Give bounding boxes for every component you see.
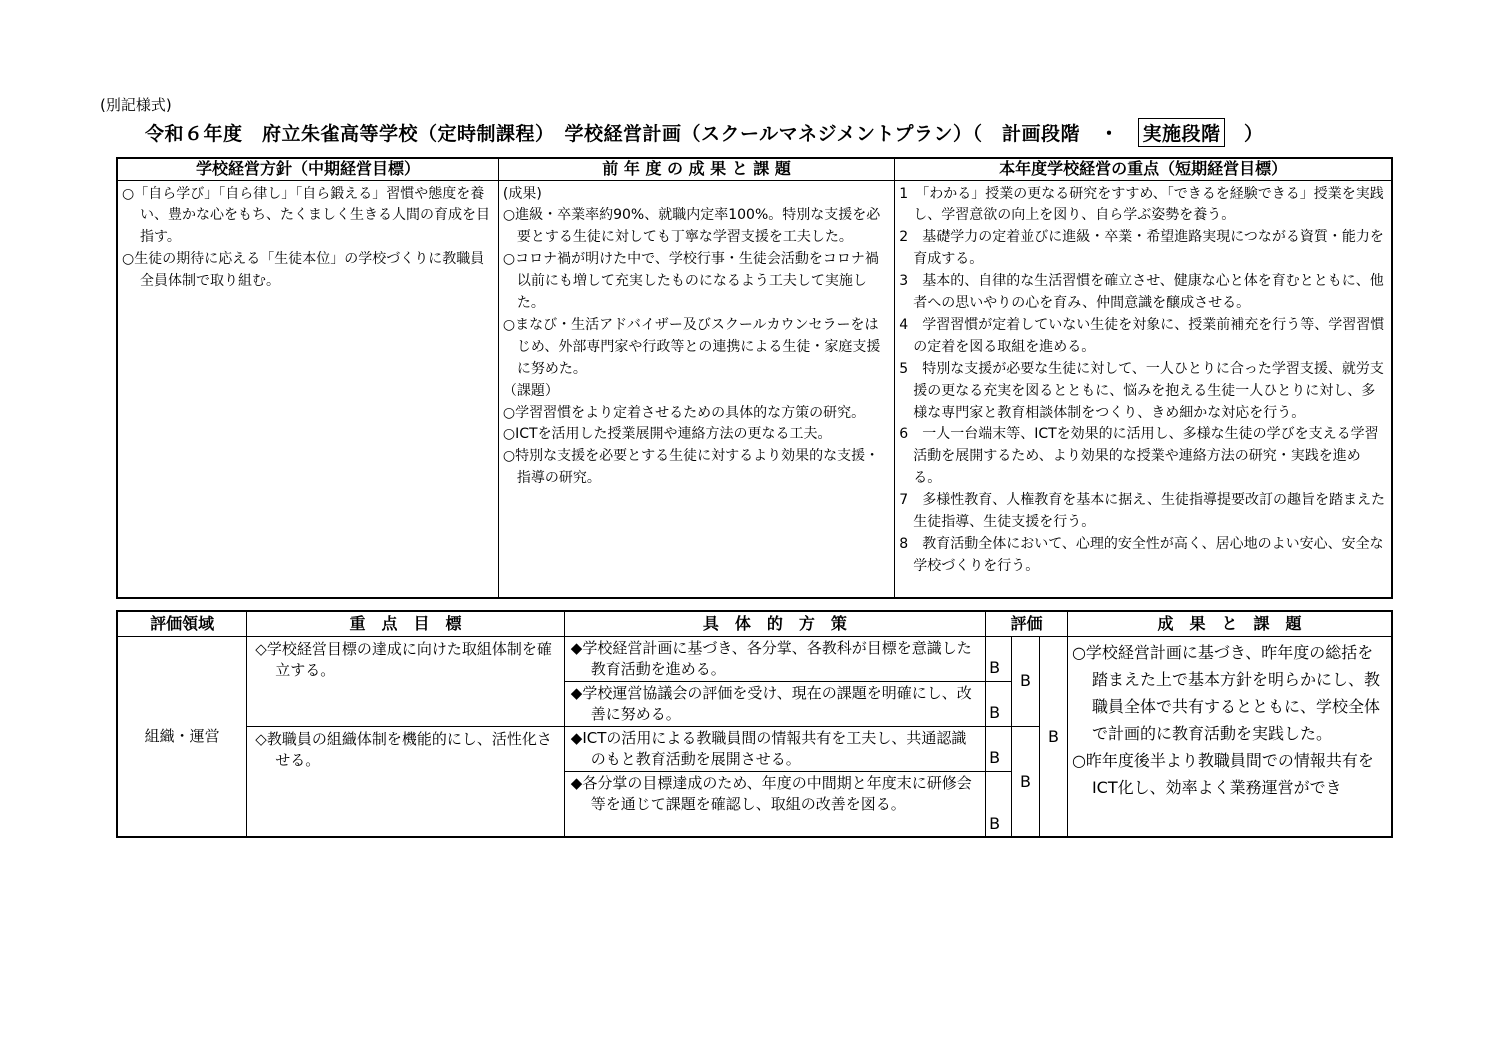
title-end: ） — [1224, 123, 1264, 145]
goal-text: ◇学校経営目標の達成に向けた取組体制を確立する。 — [255, 639, 552, 679]
priority-item: 3 基本的、自律的な生活習慣を確立させ、健康な心と体を育むとともに、他者への思いやりの心を育み、仲間意識を醸成させる。 — [899, 273, 1384, 312]
priority-item: 7 多様性教育、人権教育を基本に据え、生徒指導提要改訂の趣旨を踏まえた生徒指導、生徒支援を行う。 — [899, 492, 1386, 531]
policy-cell — [117, 180, 498, 598]
measure-text: ◆学校運営協議会の評価を受け、現在の課題を明確にし、改善に努める。 — [570, 683, 972, 723]
priority-item: 4 学習習慣が定着していない生徒を対象に、授業前補充を行う等、学習習慣の定着を図る取組を進める。 — [899, 316, 1385, 355]
evaluation-area: 組織・運営 — [117, 636, 247, 837]
stage-selected: 実施段階 — [1138, 118, 1224, 147]
policy-header: 学校経営方針（中期経営目標） — [117, 158, 498, 180]
issue-item: ○特別な支援を必要とする生徒に対するより効果的な支援・指導の研究。 — [502, 448, 880, 487]
form-note: (別記様式) — [100, 96, 172, 114]
results-item: ○学校経営計画に基づき、昨年度の総括を踏まえた上で基本方針を明らかにし、教職員全体で共有するとともに、学校全体で計画的に教育活動を実践した。 — [1071, 642, 1380, 743]
goal-grade: B — [1012, 636, 1040, 726]
measure-text: ◆各分掌の目標達成のため、年度の中間期と年度末に研修会等を通じて課題を確認し、取組の改善を図る。 — [570, 773, 972, 813]
priority-item: 8 教育活動全体において、心理的安全性が高く、居心地のよい安心、安全な学校づくりを行う。 — [899, 536, 1384, 574]
goal-grade: B — [1012, 726, 1040, 837]
measure-text: ◆ICTの活用による教職員間の情報共有を工夫し、共通認識のもと教育活動を展開させる。 — [570, 728, 967, 768]
measure-grade: B — [986, 726, 1012, 771]
page-title — [145, 118, 1264, 147]
result-item: ○まなび・生活アドバイザー及びスクールカウンセラーをはじめ、外部専門家や行政等との連携による生徒・家庭支援に努めた。 — [502, 316, 881, 377]
result-item: ○進級・卒業率約90%、就職内定率100%。特別な支援を必要とする生徒に対しても丁寧な学習支援を工夫した。 — [502, 207, 881, 246]
title-main: 令和６年度 府立朱雀高等学校（定時制課程） 学校経営計画（スクールマネジメントプラン）（ 計画段階 ・ — [145, 123, 1139, 145]
goal-header: 重 点 目 標 — [247, 611, 565, 636]
results-label: (成果) — [502, 185, 542, 202]
evaluation-table — [116, 610, 1393, 838]
goal-text: ◇教職員の組織体制を機能的にし、活性化させる。 — [255, 729, 552, 769]
result-item: ○コロナ禍が明けた中で、学校行事・生徒会活動をコロナ禍以前にも増して充実したものになるよう工夫して実施した。 — [502, 251, 879, 312]
priority-item: 1 「わかる」授業の更なる研究をすすめ、「できるを経験できる」授業を実践し、学習意欲の向上を図り、自ら学ぶ姿勢を養う。 — [899, 185, 1384, 224]
measure-cell — [564, 681, 985, 726]
issue-item: ○ICTを活用した授業展開や連絡方法の更なる工夫。 — [502, 426, 832, 443]
results-item: ○昨年度後半より教職員間での情報共有をICT化し、効率よく業務運営ができ — [1071, 750, 1374, 797]
priority-item: 2 基礎学力の定着並びに進級・卒業・希望進路実現につながる資質・能力を育成する。 — [899, 229, 1384, 268]
measure-cell — [564, 771, 985, 837]
measure-grade: B — [986, 771, 1012, 837]
policy-item: ○「自ら学び」「自ら律し」「自ら鍛える」習慣や態度を養い、豊かな心をもち、たくましく生きる人間の育成を目指す。 — [122, 185, 490, 246]
goal-cell — [247, 636, 565, 726]
prev-year-cell — [498, 180, 894, 598]
grade-header: 評価 — [986, 611, 1068, 636]
issues-label: （課題） — [502, 382, 559, 399]
measure-cell — [564, 636, 985, 681]
measure-cell — [564, 726, 985, 771]
management-plan-table — [116, 157, 1393, 599]
results-header: 成 果 と 課 題 — [1067, 611, 1392, 636]
policy-item: ○生徒の期待に応える「生徒本位」の学校づくりに教職員全員体制で取り組む。 — [122, 251, 485, 290]
priorities-header: 本年度学校経営の重点（短期経営目標） — [895, 158, 1392, 180]
priority-item: 6 一人一台端末等、ICTを効果的に活用し、多様な生徒の学びを支える学習活動を展開するため、より効果的な授業や連絡方法の研究・実践を進める。 — [899, 426, 1379, 487]
prev-year-header: 前 年 度 の 成 果 と 課 題 — [498, 158, 894, 180]
area-grade: B — [1040, 636, 1068, 837]
issue-item: ○学習習慣をより定着させるための具体的な方策の研究。 — [502, 404, 866, 421]
measure-text: ◆学校経営計画に基づき、各分掌、各教科が目標を意識した教育活動を進める。 — [570, 638, 972, 678]
measure-grade: B — [986, 681, 1012, 726]
area-header: 評価領域 — [117, 611, 247, 636]
measures-header: 具 体 的 方 策 — [564, 611, 985, 636]
priority-item: 5 特別な支援が必要な生徒に対して、一人ひとりに合った学習支援、就労支援の更なる充実を図るとともに、悩みを抱える生徒一人ひとりに対し、多様な専門家と教育相談体制をつくり、きめ細かな対応を行う。 — [899, 360, 1384, 421]
priorities-cell — [895, 180, 1392, 598]
measure-grade: B — [986, 636, 1012, 681]
results-cell — [1067, 636, 1392, 837]
goal-cell — [247, 726, 565, 837]
